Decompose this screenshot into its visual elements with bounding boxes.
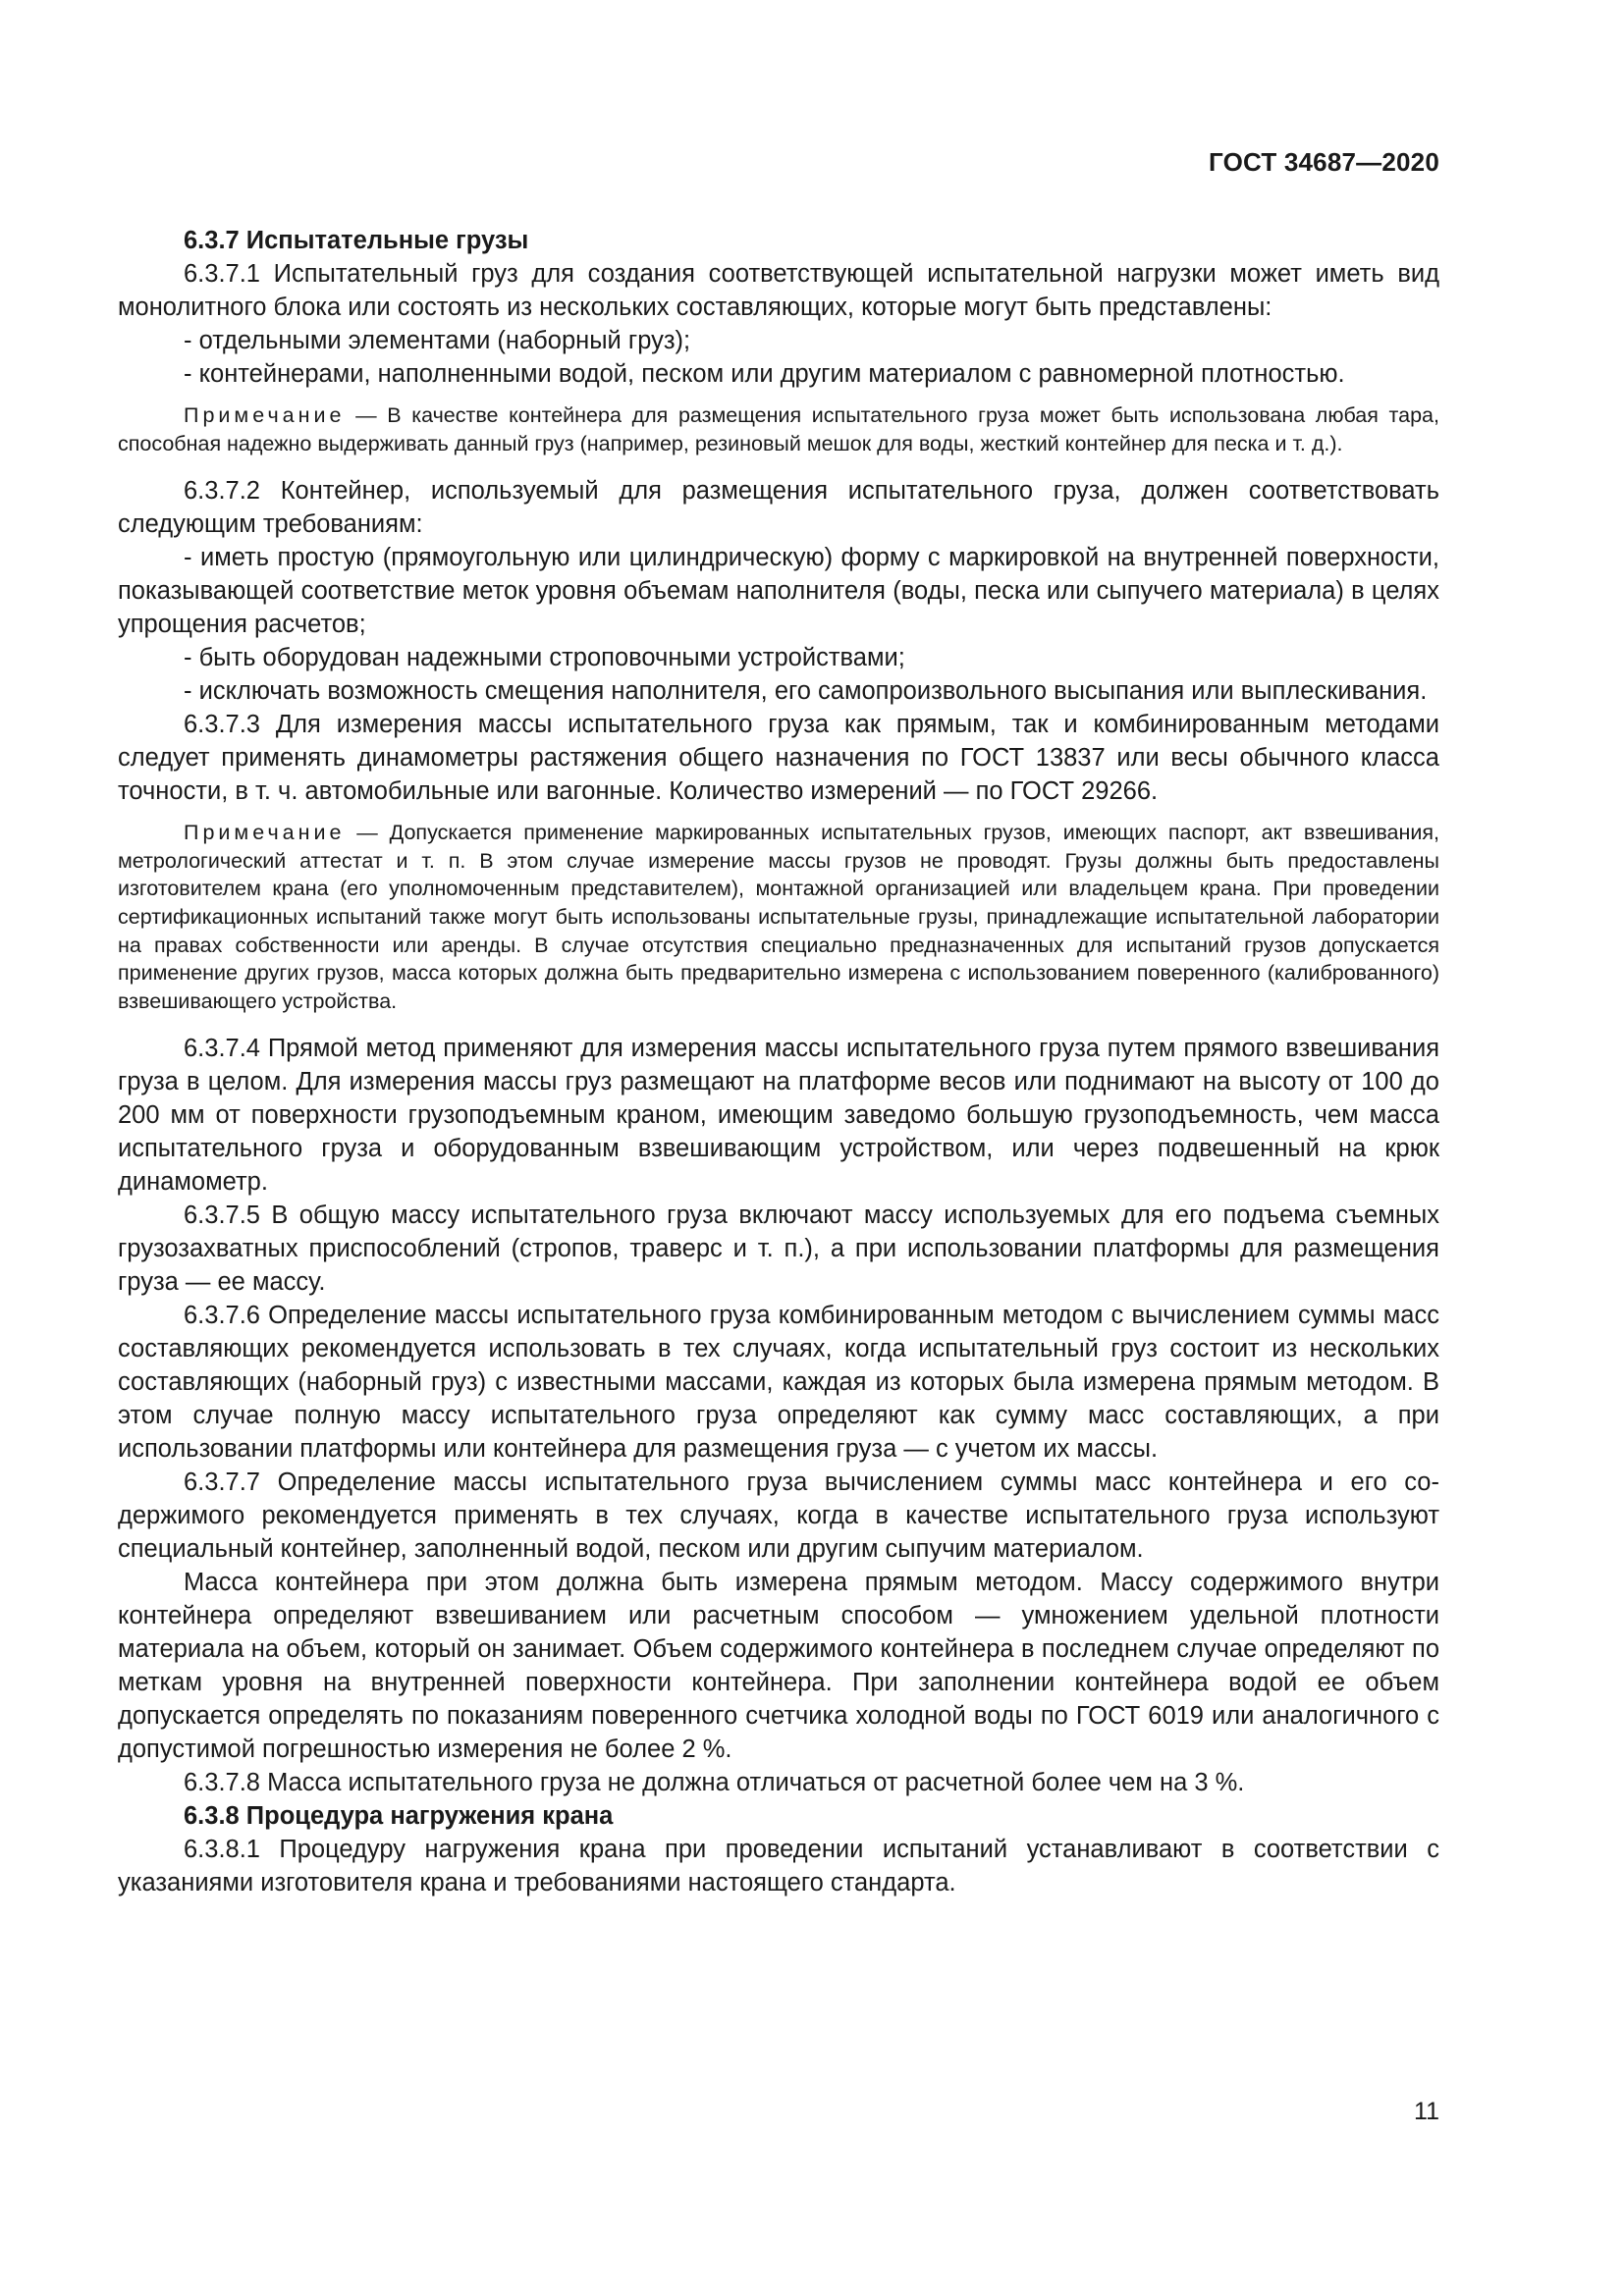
paragraph-6-3-7-2: 6.3.7.2 Контейнер, используемый для размещения испытательного груза, должен соответствовать следующим требованиям: <box>118 477 1439 539</box>
paragraph-6-3-7-5: 6.3.7.5 В общую массу испытательного груза включают массу используемых для его подъема съемных грузозахватных приспособлений (стропов, траверс и т. п.), а при использовании платформы для размещения груза — ее массу. <box>118 1201 1439 1297</box>
note-2 <box>118 819 1439 1015</box>
list-item: - отдельными элементами (наборный груз); <box>184 327 691 354</box>
paragraph-6-3-8-1: 6.3.8.1 Процедуру нагружения крана при проведении испытаний устанавливают в соответствии с указаниями изготовителя крана и требованиями настоящего стандарта. <box>118 1836 1439 1897</box>
section-6-3-8-heading: 6.3.8 Процедура нагружения крана <box>184 1802 614 1831</box>
list-item: - исключать возможность смещения наполнителя, его самопроизвольного высыпания или выплескивания. <box>184 677 1428 706</box>
document-id-header: ГОСТ 34687—2020 <box>1209 147 1439 177</box>
note-text: — Допускается применение маркированных испытательных грузов, имеющих паспорт, акт взвешивания, метрологический аттестат и т. п. В этом случае измерение массы грузов не проводят. Грузы должны быть предоставлены изготовителем крана (его уполномоченным представителем), монтажной организацией или владельцем крана. При проведении сертификационных испытаний также могут быть использованы испытательные грузы, принадлежащие испытательной лаборатории на правах собственности или аренды. В случае отсутствия специально предназначенных для испытаний грузов допускается применение других грузов, масса которых должна быть предварительно измерена с использованием поверенного (калиброванного) взвешивающего устройства. <box>118 821 1439 1013</box>
list-item: - иметь простую (прямоугольную или цилиндрическую) форму с маркировкой на внутренней поверхности, показывающей соответствие меток уровня объемам наполнителя (воды, песка или сыпучего материала) в целях упрощения расчетов; <box>118 544 1439 639</box>
paragraph-6-3-7-6: 6.3.7.6 Определение массы испытательного груза комбинированным методом с вычислением суммы масс составляющих рекомендуется использовать в тех случаях, когда испытательный груз состоит из нескольких составляющих (наборный груз) с известными массами, каждая из которых была измерена прямым методом. В этом случае полную массу испытательного груза определяют как сумму масс составляющих, а при использовании платформы или контейнера для размещения груза — с учетом их массы. <box>118 1302 1439 1464</box>
document-page <box>118 0 1439 2296</box>
paragraph-6-3-7-7: 6.3.7.7 Определение массы испытательного груза вычислением суммы масс контейнера и его содержимого рекомендуется применять в тех случаях, когда в качестве испытательного груза используют специальный контейнер, заполненный водой, песком или другим сыпучим материалом. <box>118 1468 1439 1564</box>
paragraph-6-3-7-3: 6.3.7.3 Для измерения массы испытательного груза как прямым, так и комбинированным методами следует применять динамометры растяжения общего назначения по ГОСТ 13837 или весы обычного класса точности, в т. ч. автомобильные или вагонные. Количество измерений — по ГОСТ 29266. <box>118 711 1439 806</box>
paragraph-6-3-7-8: 6.3.7.8 Масса испытательного груза не должна отличаться от расчетной более чем на 3 %. <box>184 1769 1245 1797</box>
document-body <box>118 224 1439 1899</box>
paragraph-6-3-7-7-continued: Масса контейнера при этом должна быть измерена прямым методом. Массу содержимого внутри контейнера определяют взвешиванием или расчетным способом — умножением удельной плотности материала на объем, который он занимает. Объем содержимого контейнера в последнем случае определяют по меткам уровня на внутренней поверхности контейнера. При заполнении контейнера водой ее объем допускается определять по показаниям поверенного счетчика холодной воды по ГОСТ 6019 или аналогичного с допустимой погрешностью измерения не более 2 %. <box>118 1569 1439 1764</box>
note-label: Примечание <box>184 821 346 845</box>
note-1 <box>118 401 1439 457</box>
note-text: — В качестве контейнера для размещения испытательного груза может быть использована любая тара, способная надежно выдерживать данный груз (например, резиновый мешок для воды, жесткий контейнер для песка и т. д.). <box>118 403 1439 455</box>
paragraph-6-3-7-4: 6.3.7.4 Прямой метод применяют для измерения массы испытательного груза путем прямого взвешивания груза в целом. Для измерения массы груз размещают на платформе весов или поднимают на высоту от 100 до 200 мм от поверхности грузоподъемным краном, имеющим заведомо большую грузоподъемность, чем масса испытательного груза и оборудованным взвешивающим устройством, или через подвешенный на крюк динамометр. <box>118 1035 1439 1197</box>
paragraph-6-3-7-1: 6.3.7.1 Испытательный груз для создания соответствующей испытательной нагрузки может иметь вид монолитного блока или состоять из нескольких составляющих, которые могут быть представлены: <box>118 260 1439 321</box>
list-item: - контейнерами, наполненными водой, песком или другим материалом с равномерной плотностью. <box>184 360 1345 388</box>
list-item: - быть оборудован надежными строповочными устройствами; <box>184 644 905 672</box>
page-number: 11 <box>1414 2098 1439 2125</box>
note-label: Примечание <box>184 403 346 427</box>
section-6-3-7-heading: 6.3.7 Испытательные грузы <box>184 227 529 254</box>
